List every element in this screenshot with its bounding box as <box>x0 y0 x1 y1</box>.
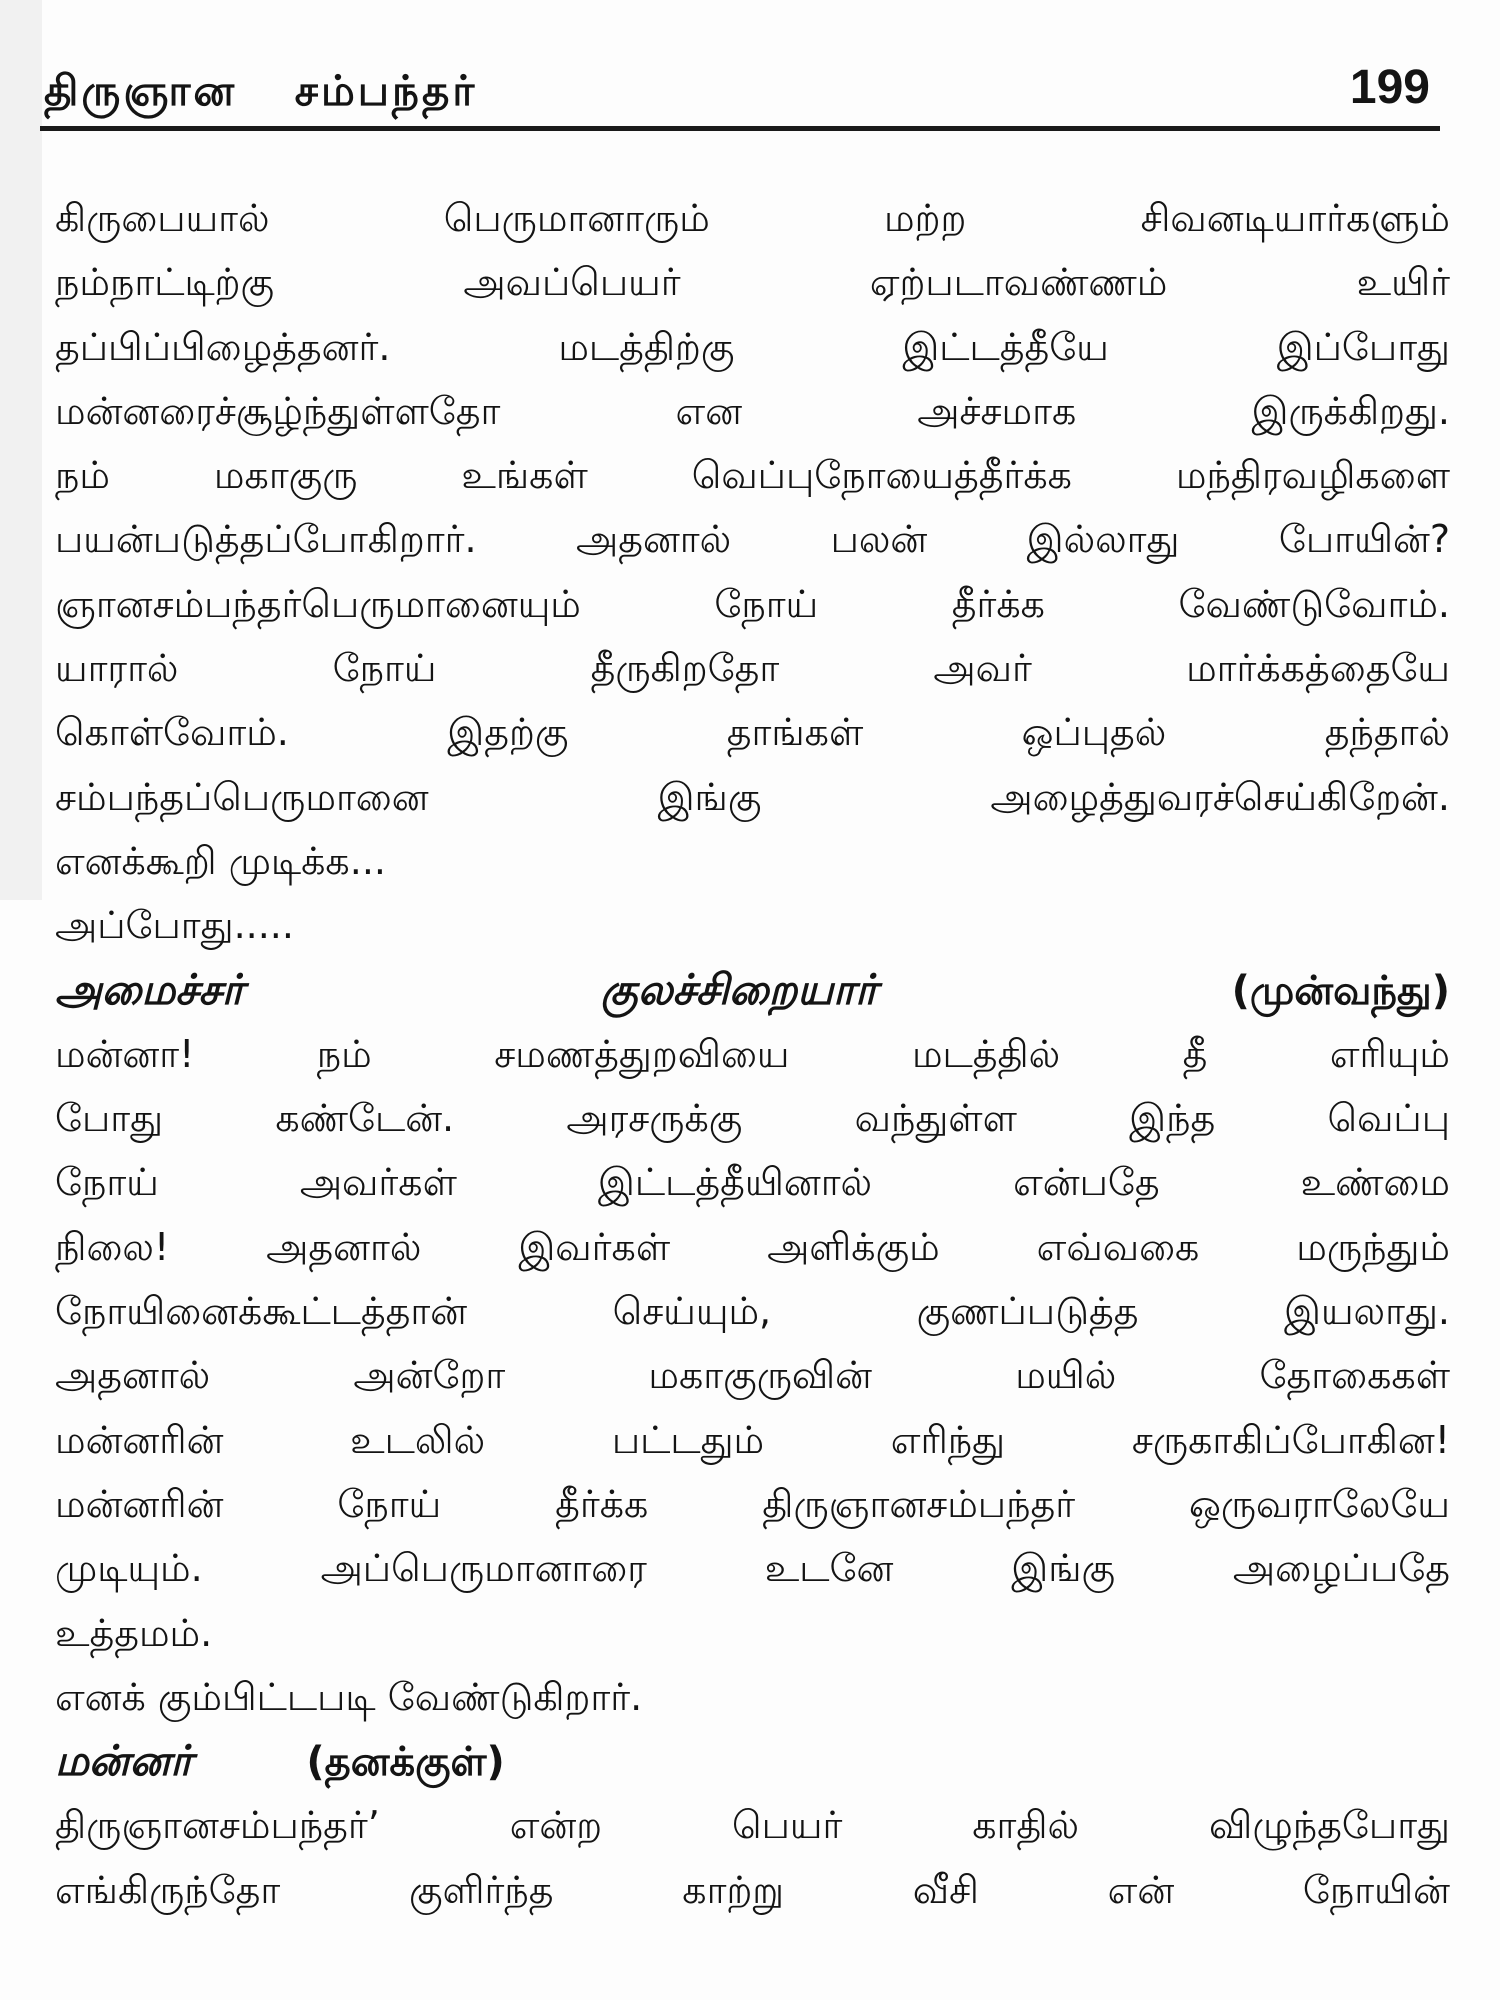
scan-edge-shadow <box>0 0 42 900</box>
then-line: அப்போது..... <box>55 903 294 948</box>
text-line-last: உத்தமம். <box>55 1610 213 1655</box>
header-rule <box>40 126 1440 131</box>
page-number: 199 <box>1349 61 1430 114</box>
paragraph-1 <box>55 186 1450 893</box>
text-line: மன்னரைச்சூழ்ந்துள்ளதோ என அச்சமாக இருக்கிறது. <box>55 388 1450 433</box>
stage-direction: (முன்வந்து) <box>1231 967 1450 1014</box>
speaker-heading-king <box>55 1729 1450 1793</box>
stage-direction: (தனக்குள்) <box>306 1739 505 1786</box>
text-line: நம்நாட்டிற்கு அவப்பெயர் ஏற்படாவண்ணம் உயிர் <box>55 260 1450 305</box>
text-line: நோயினைக்கூட்டத்தான் செய்யும், குணப்படுத்த இயலாது. <box>55 1289 1450 1334</box>
text-line: மன்னரின் உடலில் பட்டதும் எரிந்து சருகாகிப்போகின! <box>55 1417 1450 1462</box>
text-line: பயன்படுத்தப்போகிறார். அதனால் பலன் இல்லாது போயின்? <box>55 517 1450 562</box>
text-line: சம்பந்தப்பெருமானை இங்கு அழைத்துவரச்செய்கிறேன். <box>55 774 1450 819</box>
paragraph-3 <box>55 1793 1450 1922</box>
paragraph-2 <box>55 1022 1450 1665</box>
speaker-name: மன்னர் <box>55 1736 193 1786</box>
text-line: கொள்வோம். இதற்கு தாங்கள் ஒப்புதல் தந்தால் <box>55 710 1450 755</box>
text-line: நம் மகாகுரு உங்கள் வெப்புநோயைத்தீர்க்க மந்திரவழிகளை <box>55 453 1450 498</box>
closing-line: எனக் கும்பிட்டபடி வேண்டுகிறார். <box>55 1674 643 1719</box>
text-line: எங்கிருந்தோ குளிர்ந்த காற்று வீசி என் நோயின் <box>55 1867 1450 1912</box>
text-line: மன்னா! நம் சமணத்துறவியை மடத்தில் தீ எரியும் <box>55 1031 1450 1076</box>
text-line: ஞானசம்பந்தர்பெருமானையும் நோய் தீர்க்க வேண்டுவோம். <box>55 581 1450 626</box>
text-line: நிலை! அதனால் இவர்கள் அளிக்கும் எவ்வகை மருந்தும் <box>55 1224 1450 1269</box>
speaker-heading-minister <box>55 958 1450 1022</box>
text-line: தப்பிப்பிழைத்தனர். மடத்திற்கு இட்டத்தீயே இப்போது <box>55 324 1450 369</box>
speaker-name: அமைச்சர் குலச்சிறையார் <box>55 964 878 1014</box>
text-line: முடியும். அப்பெருமானாரை உடனே இங்கு அழைப்பதே <box>55 1546 1450 1591</box>
text-line: நோய் அவர்கள் இட்டத்தீயினால் என்பதே உண்மை <box>55 1160 1450 1205</box>
page-body <box>55 186 1450 1922</box>
text-line: போது கண்டேன். அரசருக்கு வந்துள்ள இந்த வெப்பு <box>55 1096 1450 1141</box>
text-line-last: எனக்கூறி முடிக்க... <box>55 838 386 883</box>
text-line: மன்னரின் நோய் தீர்க்க திருஞானசம்பந்தர் ஒருவராலேயே <box>55 1481 1450 1526</box>
page-header <box>40 58 1440 130</box>
text-line: அதனால் அன்றோ மகாகுருவின் மயில் தோகைகள் <box>55 1353 1450 1398</box>
text-line: யாரால் நோய் தீருகிறதோ அவர் மார்க்கத்தையே <box>55 646 1450 691</box>
text-line: திருஞானசம்பந்தர்’ என்ற பெயர் காதில் விழுந்தபோது <box>55 1803 1450 1848</box>
running-title: திருஞான சம்பந்தர் <box>44 66 478 115</box>
text-line: கிருபையால் பெருமானாரும் மற்ற சிவனடியார்களும் <box>55 196 1450 240</box>
